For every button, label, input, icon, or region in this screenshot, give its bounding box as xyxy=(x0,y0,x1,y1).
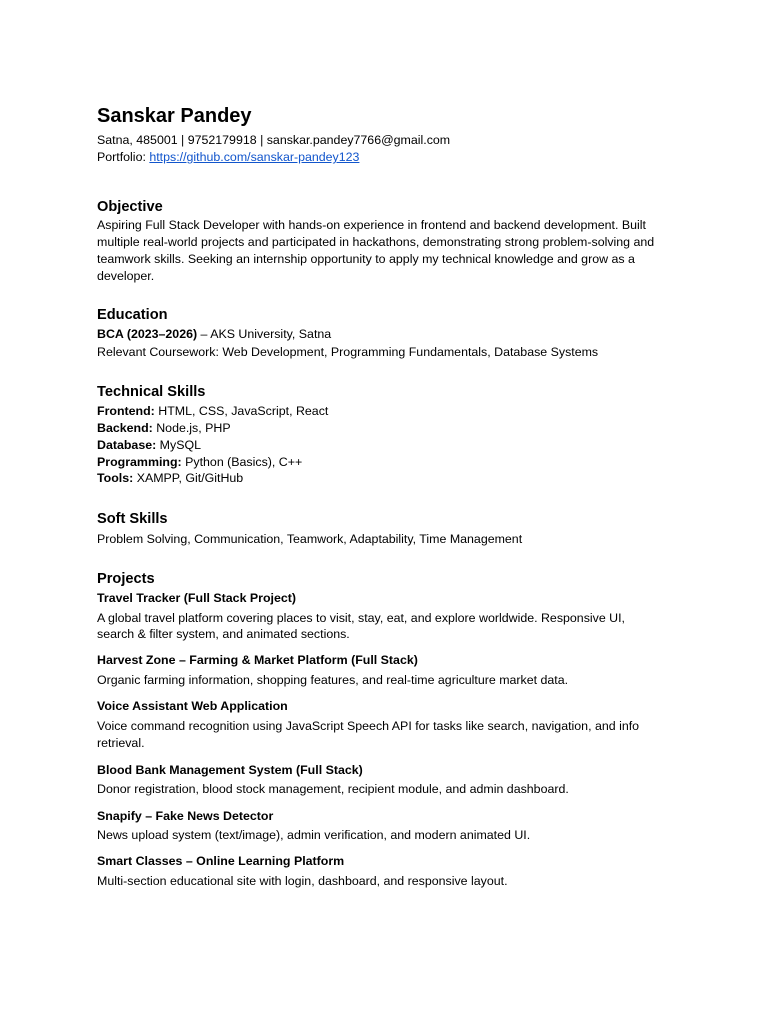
skill-row xyxy=(97,437,201,454)
objective-line-2: multiple real-world projects and participated in hackathons, demonstrating strong problem-solving and xyxy=(97,235,655,249)
skill-value: XAMPP, Git/GitHub xyxy=(133,471,244,485)
skill-row xyxy=(97,470,243,487)
project-description: search & filter system, and animated sections. xyxy=(97,627,350,641)
portfolio-line xyxy=(97,149,359,166)
objective-heading: Objective xyxy=(97,199,163,215)
project-title: Voice Assistant Web Application xyxy=(97,699,288,713)
objective-line-4: developer. xyxy=(97,269,155,283)
soft-skills-heading: Soft Skills xyxy=(97,511,168,527)
skill-row xyxy=(97,420,231,437)
project-description: Donor registration, blood stock management, recipient module, and admin dashboard. xyxy=(97,782,569,796)
project-description: News upload system (text/image), admin verification, and modern animated UI. xyxy=(97,828,531,842)
skill-row xyxy=(97,454,302,471)
project-title: Travel Tracker (Full Stack Project) xyxy=(97,591,297,605)
objective-line-1: Aspiring Full Stack Developer with hands-on experience in frontend and backend development. Built xyxy=(97,218,646,232)
education-institution: – AKS University, Satna xyxy=(197,327,332,341)
education-heading: Education xyxy=(97,307,168,323)
skill-value: Node.js, PHP xyxy=(152,421,231,435)
project-description: A global travel platform covering places to visit, stay, eat, and explore worldwide. Responsive UI, xyxy=(97,611,626,625)
portfolio-label: Portfolio: xyxy=(97,150,150,164)
project-title: Smart Classes – Online Learning Platform xyxy=(97,854,345,868)
skill-row xyxy=(97,403,328,420)
skill-value: HTML, CSS, JavaScript, React xyxy=(154,404,329,418)
project-description: Voice command recognition using JavaScript Speech API for tasks like search, navigation, and info xyxy=(97,719,640,733)
soft-skills-text: Problem Solving, Communication, Teamwork, Adaptability, Time Management xyxy=(97,532,523,546)
candidate-name: Sanskar Pandey xyxy=(97,105,252,127)
project-title: Harvest Zone – Farming & Market Platform (Full Stack) xyxy=(97,653,418,667)
skill-label: Tools: xyxy=(97,471,134,485)
project-title: Blood Bank Management System (Full Stack) xyxy=(97,763,363,777)
education-coursework: Relevant Coursework: Web Development, Programming Fundamentals, Database Systems xyxy=(97,345,599,359)
project-description: Organic farming information, shopping features, and real-time agriculture market data. xyxy=(97,673,569,687)
skill-label: Frontend: xyxy=(97,404,155,418)
education-degree-line xyxy=(97,326,331,343)
skill-label: Backend: xyxy=(97,421,153,435)
portfolio-link[interactable]: https://github.com/sanskar-pandey123 xyxy=(149,150,360,164)
skill-label: Database: xyxy=(97,438,157,452)
skill-value: Python (Basics), C++ xyxy=(181,455,303,469)
projects-heading: Projects xyxy=(97,571,155,587)
skill-value: MySQL xyxy=(156,438,201,452)
project-description: Multi-section educational site with login, dashboard, and responsive layout. xyxy=(97,874,508,888)
technical-skills-heading: Technical Skills xyxy=(97,384,206,400)
objective-line-3: teamwork skills. Seeking an internship opportunity to apply my technical knowledge and grow as a xyxy=(97,252,635,266)
project-title: Snapify – Fake News Detector xyxy=(97,809,274,823)
skill-label: Programming: xyxy=(97,455,182,469)
project-description: retrieval. xyxy=(97,736,145,750)
education-degree: BCA (2023–2026) xyxy=(97,327,198,341)
contact-line: Satna, 485001 | 9752179918 | sanskar.pandey7766@gmail.com xyxy=(97,133,451,147)
